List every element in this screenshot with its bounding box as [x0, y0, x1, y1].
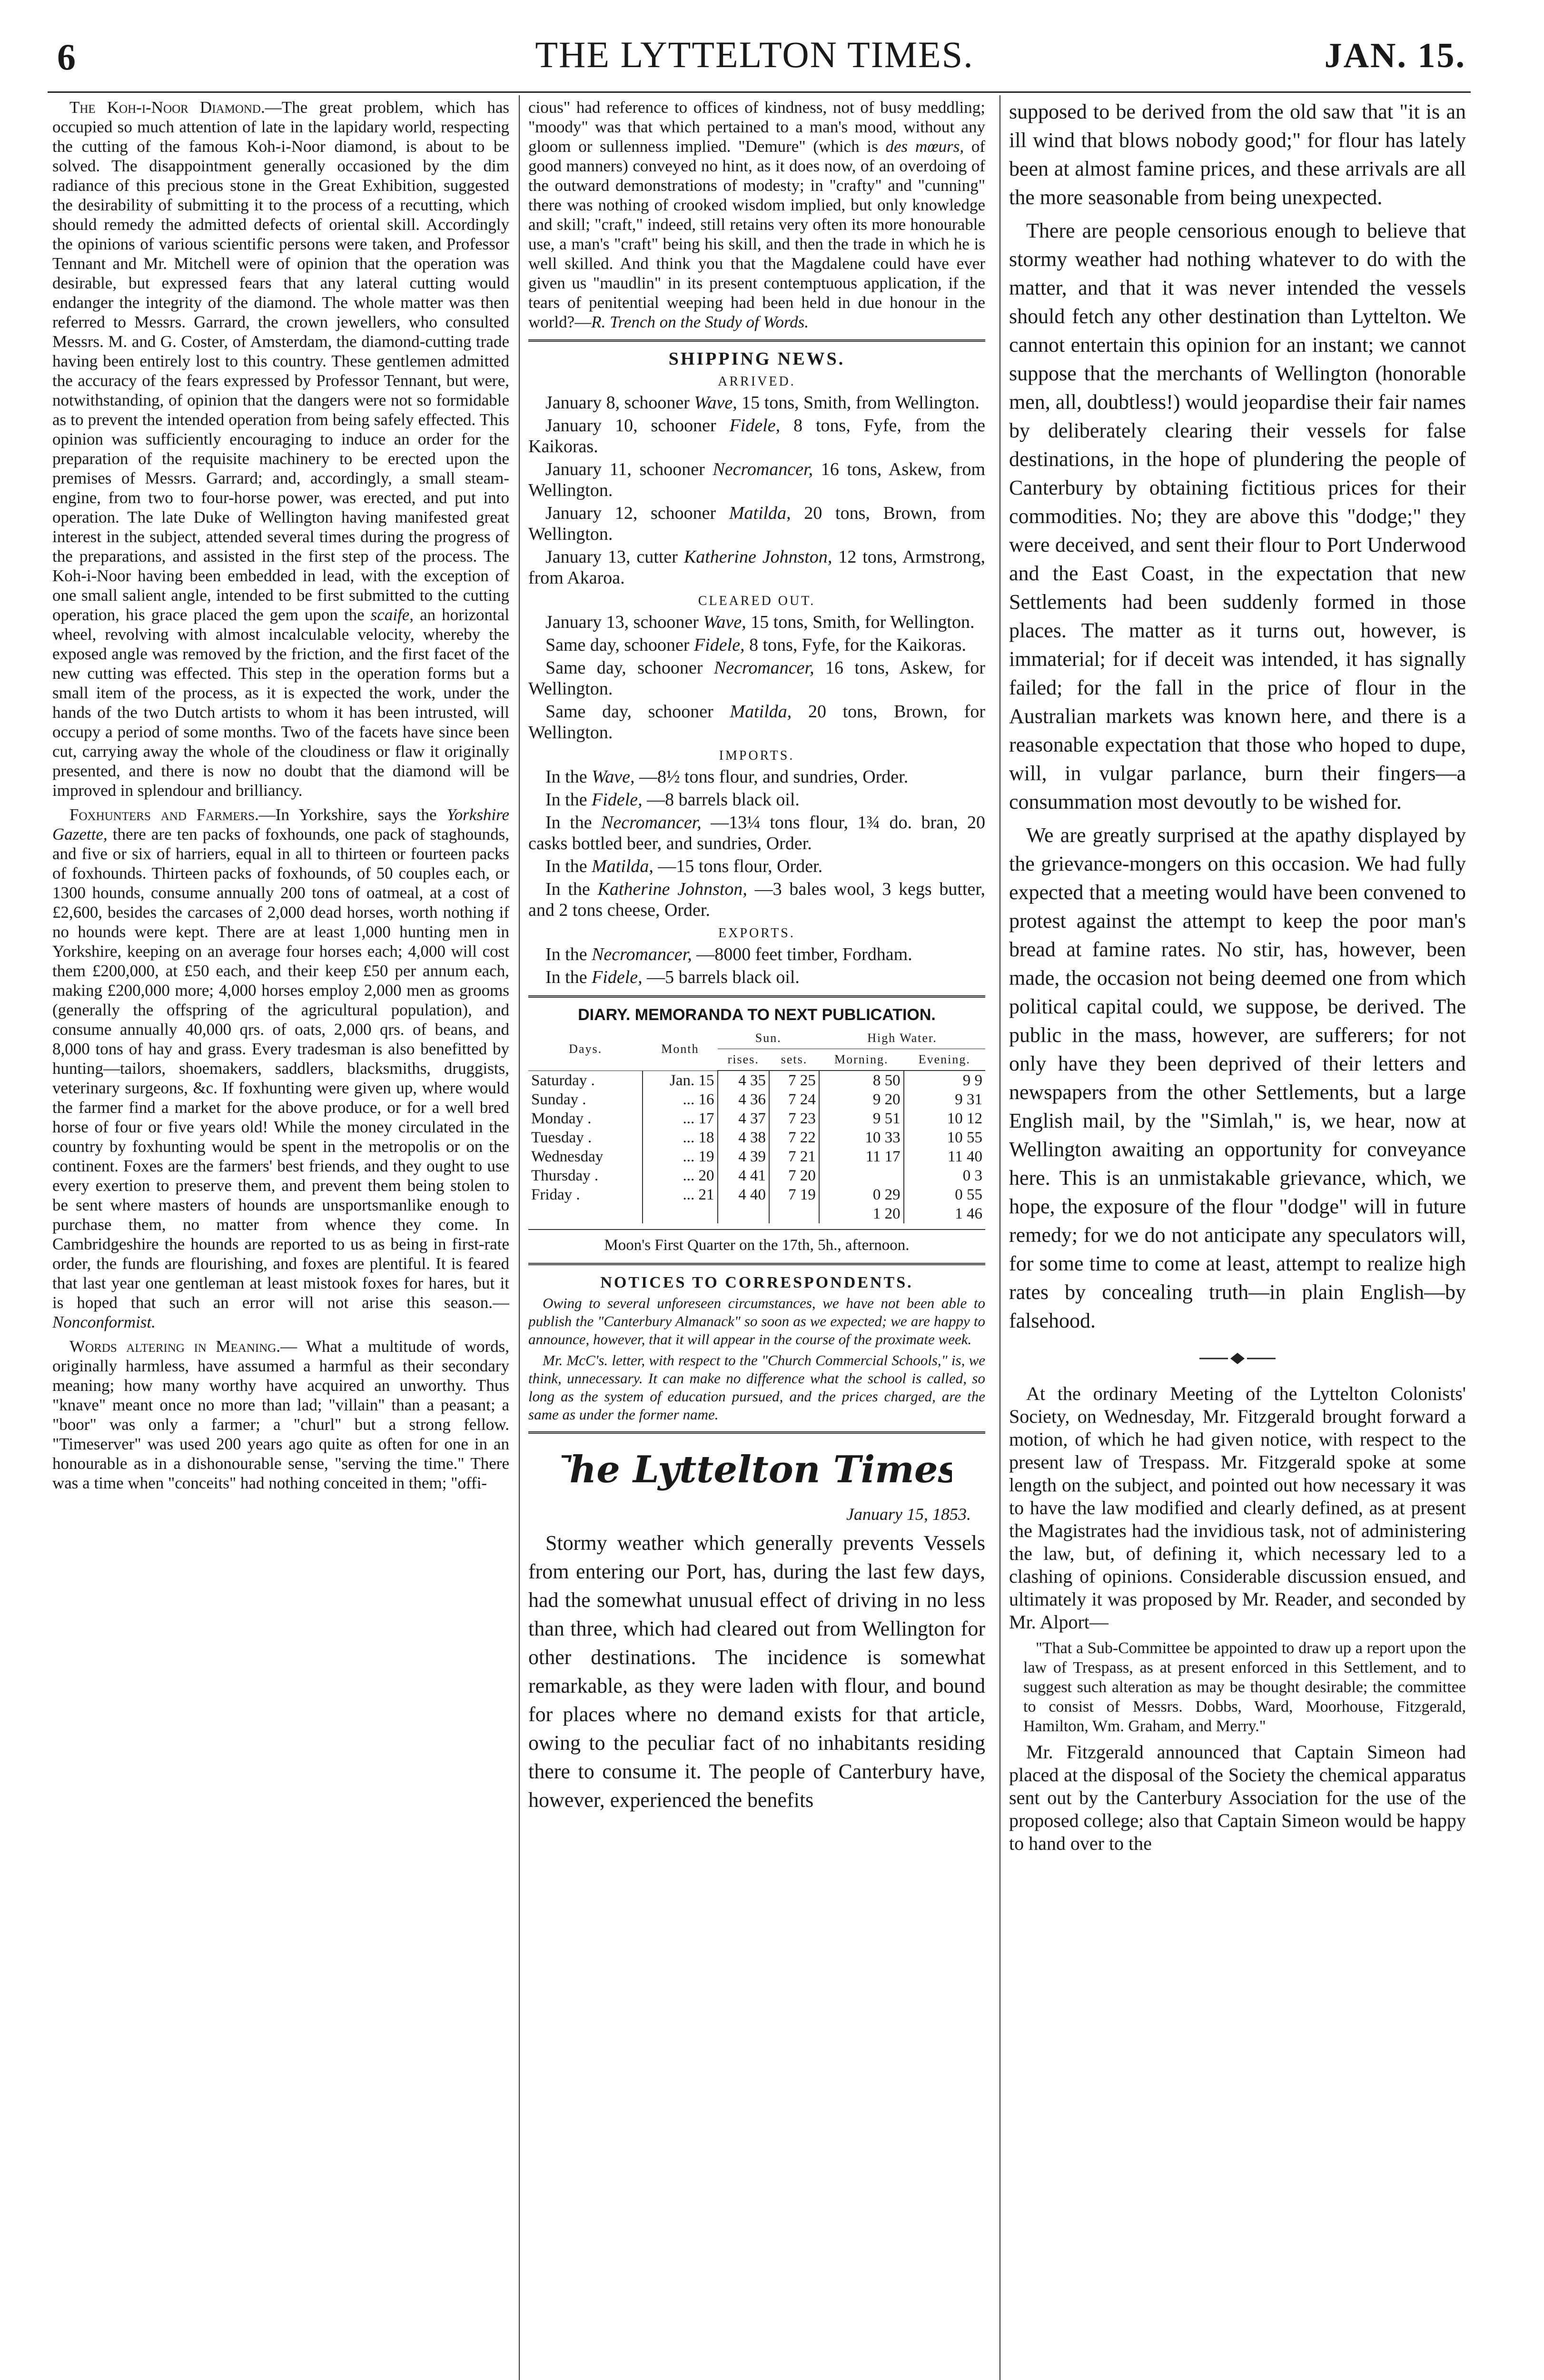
nameplate-text: The Lyttelton Times. — [562, 1448, 952, 1491]
col-header-morning: Morning. — [819, 1049, 904, 1071]
diary-cell-morning: 8 50 — [819, 1071, 904, 1090]
diary-row — [528, 1204, 985, 1223]
col-header-rises: rises. — [718, 1049, 769, 1071]
leader-dateline: January 15, 1853. — [846, 1505, 971, 1524]
col-header-sun: Sun. — [718, 1028, 819, 1049]
arrived-list — [528, 392, 985, 588]
ship-name: Necromancer, — [713, 658, 814, 678]
diary-cell-month: ... 21 — [643, 1185, 717, 1204]
diary-row — [528, 1090, 985, 1109]
notices-heading: NOTICES TO CORRESPONDENTS. — [600, 1274, 913, 1291]
col-header-high-water: High Water. — [819, 1028, 985, 1049]
diary-cell-morning: 9 51 — [819, 1109, 904, 1128]
diary-cell-rises: 4 35 — [718, 1071, 769, 1090]
moon-note: Moon's First Quarter on the 17th, 5h., afternoon. — [604, 1237, 910, 1254]
notices — [528, 1294, 985, 1424]
simeon-paragraph: Mr. Fitzgerald announced that Captain Simeon had placed at the disposal of the Society the chemical apparatus sent out by the Canterbury Association for the use of the proposed college; also that Captain Simeon would be happy to hand over to the — [1009, 1741, 1466, 1854]
diary-cell-sets: 7 20 — [769, 1166, 819, 1185]
diary-cell-day: Wednesday — [531, 1148, 604, 1165]
diary-cell-month: ... 20 — [643, 1166, 717, 1185]
diary-cell-evening: 10 55 — [904, 1128, 985, 1147]
cleared-list — [528, 612, 985, 743]
diary-cell-day: Tuesday . — [531, 1129, 592, 1146]
clearance-entry: Same day, schooner Matilda, 20 tons, Brown, for Wellington. — [528, 702, 985, 743]
diary-body — [528, 1071, 985, 1223]
import-entry: In the Katherine Johnston, —3 bales wool, 3 kegs butter, and 2 tons cheese, Order. — [528, 879, 985, 920]
ship-name: Wave, — [694, 393, 737, 413]
diary-cell-day: Thursday . — [531, 1167, 599, 1184]
export-entry: In the Necromancer, —8000 feet timber, Fordham. — [545, 944, 912, 964]
shipping-heading: SHIPPING NEWS. — [668, 349, 845, 369]
diary-cell-morning: 1 20 — [819, 1204, 904, 1223]
diary-row — [528, 1071, 985, 1090]
section-rule — [528, 1263, 985, 1265]
diary-heading: DIARY. MEMORANDA TO NEXT PUBLICATION. — [578, 1006, 936, 1024]
import-entry: In the Fidele, —8 barrels black oil. — [545, 790, 800, 810]
shipping-news — [528, 372, 985, 988]
diary-cell-month: ... 19 — [643, 1147, 717, 1166]
ship-name: Fidele, — [694, 635, 745, 655]
exports-label: EXPORTS. — [718, 926, 795, 941]
diary-cell-morning: 11 17 — [819, 1147, 904, 1166]
diary-cell-month: ... 16 — [643, 1090, 717, 1109]
arrival-entry: January 10, schooner Fidele, 8 tons, Fyfe, from the Kaikoras. — [528, 416, 985, 456]
diary-cell-sets: 7 24 — [769, 1090, 819, 1109]
diary-cell-month: ... 18 — [643, 1128, 717, 1147]
clearance-entry: January 13, schooner Wave, 15 tons, Smith, for Wellington. — [545, 612, 975, 632]
column-divider — [519, 95, 520, 2380]
exports-list — [528, 944, 985, 988]
diary-row — [528, 1128, 985, 1147]
section-rule — [528, 1431, 985, 1434]
diary-row — [528, 1166, 985, 1185]
arrival-entry: January 13, cutter Katherine Johnston, 12 tons, Armstrong, from Akaroa. — [528, 547, 985, 588]
diary-cell-evening: 10 12 — [904, 1109, 985, 1128]
issue-date: JAN. 15. — [1324, 36, 1466, 75]
newspaper-title: THE LYTTELTON TIMES. — [535, 34, 974, 75]
article-heading: The Koh-i-Noor Diamond. — [69, 98, 265, 117]
leader-paragraph: We are greatly surprised at the apathy displayed by the grievance-mongers on this occasion. We had fully expected that a meeting would have been convened to protest against the attempt to keep the poor man's bread at famine rates. No stir, has, however, been made, the occasion not being deemed one from which political capital could, we suppose, be derived. The public in the mass, however, are sufferers; for not only have they been deprived of their letters and newspapers from the other Settlements, but a large English mail, by the "Simlah," is, we hear, now at Wellington awaiting an opportunity for conveyance here. This is an unmistakable grievance, which, we hope, the exposure of the flour "dodge" will in future remedy; for we do not anticipate any speculators will, for some time to come at least, attempt to realize high rates by concealing truth—in plain English—by falsehood. — [1009, 823, 1466, 1332]
diary-cell-sets: 7 23 — [769, 1109, 819, 1128]
diary-cell-day: Sunday . — [531, 1091, 586, 1108]
clearance-entry: Same day, schooner Fidele, 8 tons, Fyfe, for the Kaikoras. — [545, 635, 966, 655]
ship-name: Necromancer, — [713, 459, 813, 479]
column-1 — [52, 98, 509, 2380]
col-header-days: Days. — [528, 1028, 643, 1071]
export-entry: In the Fidele, —5 barrels black oil. — [545, 967, 800, 987]
ship-name: Necromancer, — [592, 944, 692, 964]
diary-cell-evening: 9 9 — [904, 1071, 985, 1090]
diary-cell-morning: 0 29 — [819, 1185, 904, 1204]
column-2 — [528, 98, 985, 2380]
notice-almanack: Owing to several unforeseen circumstances, we have not been able to publish the "Canterbury Almanack" so soon as we expected; we are happy to announce, however, that it will appear in the course of the proximate week. — [528, 1295, 985, 1348]
ship-name: Fidele, — [592, 790, 643, 810]
leader-paragraph: There are people censorious enough to believe that stormy weather had nothing whatever to do with the matter, and that it was never intended the vessels should fetch any other destination than Lyttelton. We cannot entertain this opinion for an instant; we cannot suppose that the merchants of Wellington (honorable men, all, doubtless!) would jeopardise their fair names by deliberately clearing their vessels for false destinations, in the hope of plundering the people of Canterbury by obtaining fictitious prices for their commodities. No; they are above this "dodge;" they were deceived, and sent their flour to Port Underwood and the East Coast, in the expectation that new Settlements had been suddenly formed in those places. The matter as it turns out, however, is immaterial; for if deceit was intended, it has signally failed; for the fall in the price of flour in the Australian markets was known here, and there is a reasonable expectation that those who hoped to dupe, will, in vulgar parlance, burn their fingers—a consummation most devoutly to be wished for. — [1009, 219, 1466, 813]
diary-cell-morning — [819, 1166, 904, 1185]
imports-list — [528, 766, 985, 921]
diary-cell-evening: 1 46 — [904, 1204, 985, 1223]
clearance-entry: Same day, schooner Necromancer, 16 tons, Askew, for Wellington. — [528, 658, 985, 699]
diary-cell-rises: 4 38 — [718, 1128, 769, 1147]
arrival-entry: January 12, schooner Matilda, 20 tons, Brown, from Wellington. — [528, 503, 985, 544]
leader-paragraph: Stormy weather which generally prevents Vessels from entering our Port, has, during the last few days, had the somewhat unusual effect of driving in no less than three, which had cleared out from Wellington for other destinations. The incidence is somewhat remarkable, as they were laden with flour, and bound for places where no demand exists for that article, owing to the peculiar fact of no inhabitants residing there to consume it. The people of Canterbury have, however, experienced the benefits — [528, 1531, 985, 1812]
diary-cell-sets: 7 19 — [769, 1185, 819, 1204]
ship-name: Wave, — [592, 767, 635, 787]
ship-name: Necromancer, — [601, 813, 702, 833]
masthead-rule — [48, 91, 1471, 93]
arrived-label: ARRIVED. — [718, 374, 796, 389]
ship-name: Katherine Johnston, — [683, 547, 832, 567]
diary-cell-evening: 9 31 — [904, 1090, 985, 1109]
diary-cell-sets: 7 22 — [769, 1128, 819, 1147]
diary-cell-morning: 9 20 — [819, 1090, 904, 1109]
koh-i-noor-article: The Koh-i-Noor Diamond.—The great problem, which has occupied so much attention of late in the lapidary world, respecting the cutting of the famous Koh-i-Noor diamond, is about to be solved. The disappointment generally occasioned by the dim radiance of this precious stone in the Great Exhibition, suggested the desirability of submitting it to the process of a recutting, which should remedy the admitted defects of oriental skill. Accordingly the opinions of various scientific persons were taken, and Professor Tennant and Mr. Mitchell were of opinion that the operation was desirable, but expressed fears that any lateral cutting would endanger the integrity of the diamond. The whole matter was then referred to Messrs. Garrard, the crown jewellers, who consulted Messrs. M. and G. Coster, of Amsterdam, the diamond-cutting trade having been entirely lost to this country. These gentlemen admitted the accuracy of the fears expressed by Professor Tennant, but were, notwithstanding, of opinion that the dangers were not so formidable as to prevent the intended operation from being safely effected. This opinion was sufficiently encouraging to induce an order for the preparation of the requisite machinery to be erected upon the premises of Messrs. Garrard; and, accordingly, a small steam-engine, from two to four-horse power, was erected, and put into operation. The late Duke of Wellington having manifested great interest in the subject, attended several times during the progress of the preparations, and assisted in the first step of the process. The Koh-i-Noor having been embedded in lead, with the exception of one small salient angle, intended to be first submitted to the cutting operation, his grace placed the gem upon the scaife, an horizontal wheel, revolving with almost incalculable velocity, whereby the exposed angle was removed by the friction, and the first facet of the new cutting was effected. This step in the operation forms but a small item of the process, as it is expected the work, under the hands of the two Dutch artists to whom it has been intrusted, will occupy a period of some months. Two of the facets have since been cut, carrying away the whole of the cloudiness or flaw it originally presented, and there is now no doubt that the diamond will be improved in splendour and brilliancy. — [52, 98, 509, 800]
diary-cell-morning: 10 33 — [819, 1128, 904, 1147]
cleared-label: CLEARED OUT. — [698, 594, 816, 608]
import-entry: In the Necromancer, —13¼ tons flour, 1¾ do. bran, 20 casks bottled beer, and sundries, Order. — [528, 813, 985, 853]
nameplate-blackletter — [562, 1443, 952, 1496]
leader-nameplate — [528, 1443, 985, 1500]
ship-name: Katherine Johnston, — [597, 879, 747, 899]
diary-row — [528, 1185, 985, 1204]
diary-cell-rises: 4 36 — [718, 1090, 769, 1109]
import-entry: In the Matilda, —15 tons flour, Order. — [545, 856, 823, 876]
section-rule — [528, 339, 985, 342]
col-header-sets: sets. — [769, 1049, 819, 1071]
import-entry: In the Wave, —8½ tons flour, and sundries, Order. — [545, 767, 909, 787]
arrival-entry: January 8, schooner Wave, 15 tons, Smith, from Wellington. — [545, 393, 980, 413]
page-number: 6 — [57, 36, 76, 78]
words-article-continued: cious" had reference to offices of kindness, not of busy meddling; "moody" was that which pertained to a man's mood, without any gloom or sullenness implied. "Demure" (which is des mœurs, of good manners) conveyed no hint, as it does now, of an overdoing of the outward demonstrations of modesty; in "crafty" and "cunning" there was nothing of crooked wisdom implied, but only knowledge and skill; "craft," indeed, still retains very often its more honourable use, a man's "craft" being his skill, and then the trade in which he is well skilled. And think you that the Magdalene could have ever given us "maudlin" in its present contemptuous application, if the tears of penitential weeping had been held in due honour in the world?—R. Trench on the Study of Words. — [528, 98, 985, 331]
diary-cell-rises: 4 41 — [718, 1166, 769, 1185]
diary-cell-month: ... 17 — [643, 1109, 717, 1128]
colonists-society-article: At the ordinary Meeting of the Lyttelton Colonists' Society, on Wednesday, Mr. Fitzgerald brought forward a motion, of which he had given notice, with respect to the present law of Trespass. Mr. Fitzgerald spoke at some length on the subject, and pointed out how necessary it was to have the law modified and clearly defined, as at present the Magistrates had the invidious task, not of administering the law, but, of defining it, which necessary led to a clashing of opinions. Considerable discussion ensued, and ultimately it was proposed by Mr. Reader, and seconded by Mr. Alport— — [1009, 1383, 1466, 1633]
ornament-icon — [1199, 1351, 1276, 1366]
diary-cell-sets: 7 21 — [769, 1147, 819, 1166]
ship-name: Fidele, — [729, 416, 781, 436]
diary-cell-sets: 7 25 — [769, 1071, 819, 1090]
ship-name: Wave, — [703, 612, 746, 632]
ship-name: Matilda, — [730, 702, 792, 722]
col-header-month: Month — [643, 1028, 717, 1071]
ship-name: Fidele, — [592, 967, 643, 987]
diary-cell-rises: 4 39 — [718, 1147, 769, 1166]
ship-name: Matilda, — [729, 503, 791, 523]
leader-continued: supposed to be derived from the old saw that "it is an ill wind that blows nobody good;" for flour has lately been at almost famine prices, and these arrivals are all the more seasonable from being unexpected. — [1009, 100, 1466, 209]
diary-table — [528, 1028, 985, 1223]
diary-cell-rises: 4 37 — [718, 1109, 769, 1128]
diary-row — [528, 1147, 985, 1166]
col-header-evening: Evening. — [904, 1049, 985, 1071]
diary-cell-evening: 0 3 — [904, 1166, 985, 1185]
article-heading: Foxhunters and Farmers. — [69, 805, 259, 824]
notice-letter: Mr. McC's. letter, with respect to the "Church Commercial Schools," is, we think, unnecessary. It can make no difference what the school is called, so long as the system of education pursued, and the prices charged, are the same as under the former name. — [528, 1352, 985, 1423]
ship-name: Matilda, — [592, 856, 653, 876]
table-rule — [528, 1229, 985, 1230]
ornament-divider — [1009, 1347, 1466, 1371]
imports-label: IMPORTS. — [719, 748, 795, 763]
column-3 — [1009, 98, 1466, 2380]
diary-cell-sets — [769, 1204, 819, 1223]
article-heading: Words altering in Meaning. — [69, 1337, 281, 1356]
diary-cell-month — [643, 1204, 717, 1223]
diary-cell-rises — [718, 1204, 769, 1223]
diary-cell-month: Jan. 15 — [643, 1071, 717, 1090]
foxhunters-article: Foxhunters and Farmers.—In Yorkshire, says the Yorkshire Gazette, there are ten packs of foxhounds, one pack of staghounds, and five or six of harriers, equal in all to thirteen or fourteen packs of foxhounds. Thirteen packs of foxhounds, of 50 couples each, or 1300 hounds, consume annually 200 tons of oatmeal, at a cost of £2,600, besides the carcases of 2,000 dead horses, worth nothing if no hounds were kept. There are at least 1,000 hunting men in Yorkshire, keeping on an average four horses each; 4,000 will cost them £200,000, at £50 each, and their keep £50 per annum each, making £200,000 more; 4,000 horses employ 2,000 men as grooms (generally the offspring of the agricultural population), and consume annually 40,000 qrs. of oats, 2,000 qrs. of beans, and 8,000 tons of hay and grass. Every tradesman is also benefitted by hunting—tailors, shoemakers, saddlers, blacksmiths, druggists, veterinary surgeons, &c. If foxhunting were given up, where would the farmer find a market for the above produce, or for a well bred horse of four or five years old! While the money circulated in the country by foxhunting would be spent in the metropolis or on the continent. Foxes are the farmers' best friends, and they ought to use every exertion to preserve them, and prevent them being stolen to be sent where masters of hounds are unsportsmanlike enough to purchase them, no matter from whence they come. In Cambridgeshire the hounds are reported to us as being in first-rate order, the funds are flourishing, and foxes are plentiful. It is feared that last year one gentleman at least mistook foxes for hares, but it is hoped that such an error will not arise this season.—Nonconformist. — [52, 805, 509, 1331]
section-rule — [528, 995, 985, 998]
diary-row — [528, 1109, 985, 1128]
diary-cell-day — [528, 1204, 643, 1223]
diary-cell-day: Saturday . — [531, 1071, 595, 1089]
trespass-motion: "That a Sub-Committee be appointed to draw up a report upon the law of Trespass, as at present enforced in this Settlement, and to suggest such alteration as may be thought desirable; the committee to consist of Messrs. Dobbs, Ward, Moorhouse, Fitzgerald, Hamilton, Wm. Graham, and Merry." — [1023, 1639, 1466, 1735]
diary-cell-evening: 11 40 — [904, 1147, 985, 1166]
diary-cell-day: Monday . — [531, 1110, 592, 1127]
diary-cell-rises: 4 40 — [718, 1185, 769, 1204]
diary-cell-evening: 0 55 — [904, 1185, 985, 1204]
diary-cell-day: Friday . — [531, 1186, 580, 1203]
masthead — [43, 33, 1466, 86]
words-article: Words altering in Meaning.— What a multitude of words, originally harmless, have assumed a harmful as their secondary meaning; how many worthy have acquired an unworthy. Thus "knave" meant once no more than lad; "villain" than a peasant; a "boor" was only a farmer; a "churl" but a strong fellow. "Timeserver" was used 200 years ago quite as often for one in an honourable as in a dishonourable sense, "serving the time." There was a time when "conceits" had nothing conceited in them; "offi- — [52, 1337, 509, 1492]
arrival-entry: January 11, schooner Necromancer, 16 tons, Askew, from Wellington. — [528, 459, 985, 500]
